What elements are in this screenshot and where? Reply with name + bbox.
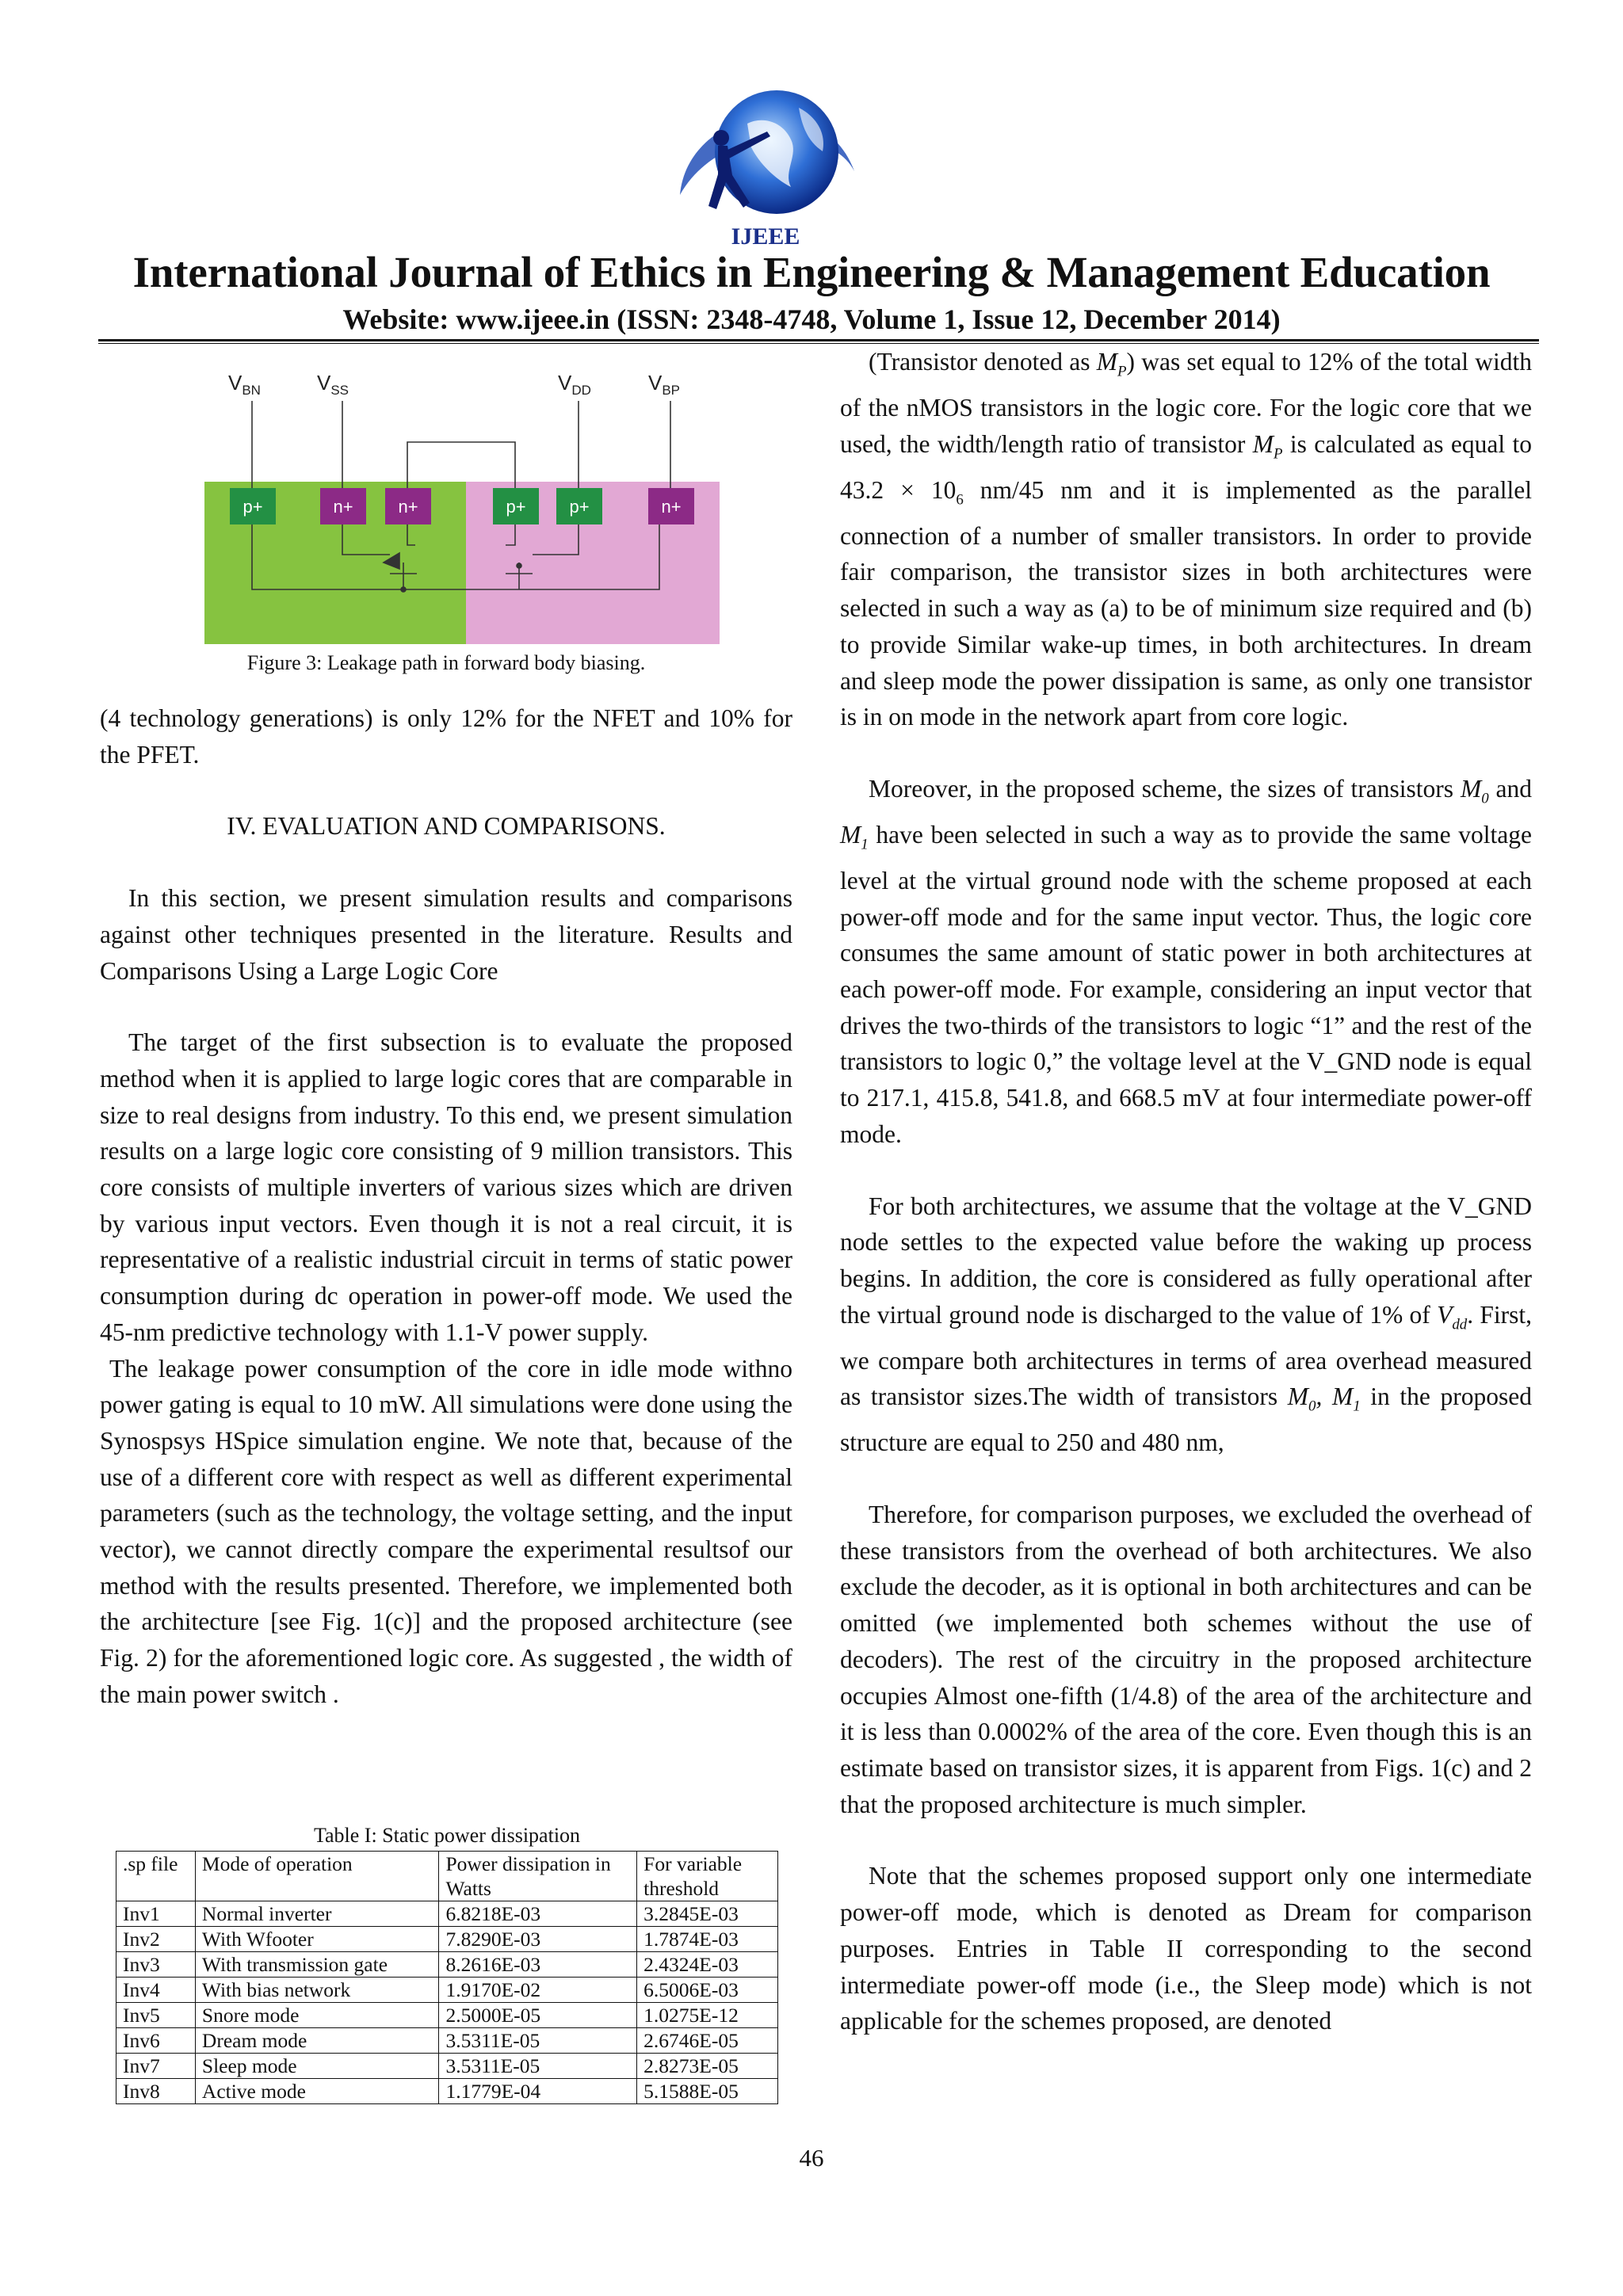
right-column (840, 344, 1532, 2039)
symbol-m0: M (1287, 1383, 1309, 1411)
table-cell: 2.5000E-05 (439, 2003, 637, 2028)
table-cell: 2.4324E-03 (637, 1952, 778, 1978)
figure-3-caption: Figure 3: Leakage path in forward body biasing. (246, 651, 646, 674)
text-run: nm/45 nm and it is implemented as the parallel connection of a number of smaller transistors. In order to provide fair comparison, the transistor sizes in both architectures were selected in such a way as (a) to be of minimum size required and (b) to provide Similar wake-up times, in both architectures. In dream and sleep mode the power dissipation is same, as only one transistor is in on mode in the network apart from core logic. (840, 475, 1532, 731)
text-run: , (1316, 1383, 1332, 1411)
vbp-label: $V_{BP}$ (648, 371, 681, 398)
left-paragraph-2: In this section, we present simulation results and comparisons against other techniques presented in the literature. Results and Comparisons Using a Large Logic Core (100, 884, 792, 985)
text-run: (Transistor denoted as (869, 348, 1097, 376)
vss-label: $V_{SS}$ (317, 371, 349, 398)
left-column (100, 700, 792, 1713)
symbol-sub: 0 (1308, 1398, 1316, 1415)
table-cell: 6.8218E-03 (439, 1901, 637, 1927)
table-cell: Inv5 (116, 2003, 196, 2028)
right-paragraph-1 (840, 344, 1532, 735)
text-run: Moreover, in the proposed scheme, the sizes of transistors (869, 774, 1461, 803)
table-cell: 3.5311E-05 (439, 2028, 637, 2054)
table-row (116, 1927, 778, 1952)
text-run: . First, we compare both architectures in terms of area overhead measured as transistor sizes.The width of transistors (840, 1300, 1533, 1411)
table-cell: 1.1779E-04 (439, 2079, 637, 2104)
text-run: and (1488, 774, 1532, 803)
symbol-sub: 1 (861, 836, 869, 853)
table-cell: 1.7874E-03 (637, 1927, 778, 1952)
table-1 (116, 1851, 778, 2104)
journal-website-line: Website: www.ijeee.in (ISSN: 2348-4748, Volume 1, Issue 12, December 2014) (342, 303, 1281, 335)
region-label: n+ (661, 497, 682, 517)
table-cell: 2.8273E-05 (637, 2054, 778, 2079)
table-cell: 3.5311E-05 (439, 2054, 637, 2079)
right-paragraph-2 (840, 771, 1532, 1153)
region-label: n+ (333, 497, 353, 517)
table-row (116, 2028, 778, 2054)
table-cell: 6.5006E-03 (637, 1978, 778, 2003)
table-row (116, 2054, 778, 2079)
table-cell: With transmission gate (195, 1952, 439, 1978)
right-paragraph-5: Note that the schemes proposed support only one intermediate power-off mode, which is denoted as Dream for comparison purposes. Entries in Table II corresponding to the second intermediate power-off mode (i.e., the Sleep mode) which is not applicable for the schemes proposed, are denoted (840, 1862, 1532, 2035)
header-rule-top (98, 339, 1539, 341)
vbn-label: $V_{BN}$ (228, 371, 261, 398)
table-cell: Dream mode (195, 2028, 439, 2054)
region-label: p+ (506, 497, 526, 517)
left-paragraph-3: The target of the first subsection is to evaluate the proposed method when it is applied to large logic cores that are comparable in size to real designs from industry. To this end, we present simulation results on a large logic core consisting of 9 million transistors. This core consists of multiple inverters of various sizes which are driven by various input vectors. Even though it is not a real circuit, it is representative of a realistic industrial circuit in terms of static power consumption during dc operation in power-off mode. We used the 45-nm predictive technology with 1.1-V power supply. (100, 1028, 792, 1346)
table-cell: 1.9170E-02 (439, 1978, 637, 2003)
table-header-cell: .sp file (116, 1852, 196, 1901)
section-heading: IV. EVALUATION AND COMPARISONS. (227, 812, 666, 841)
symbol-vdd: V (1437, 1300, 1453, 1329)
symbol-sub: P (1273, 445, 1283, 462)
table-cell: Inv3 (116, 1952, 196, 1978)
table-cell: Sleep mode (195, 2054, 439, 2079)
table-cell: 2.6746E-05 (637, 2028, 778, 2054)
table-row (116, 2079, 778, 2104)
region-label: p+ (242, 497, 263, 517)
symbol-sub: 1 (1353, 1398, 1361, 1415)
left-paragraph-1: (4 technology generations) is only 12% for the NFET and 10% for the PFET. (100, 704, 792, 769)
region-label: p+ (569, 497, 590, 517)
table-cell: Inv8 (116, 2079, 196, 2104)
table-row (116, 1978, 778, 2003)
table-cell: 7.8290E-03 (439, 1927, 637, 1952)
figure-3-diagram (200, 355, 723, 648)
table-header-row (116, 1852, 778, 1901)
symbol-mp: M (1252, 429, 1274, 458)
table-1-caption: Table I: Static power dissipation (313, 1824, 581, 1847)
table-cell: Snore mode (195, 2003, 439, 2028)
table-cell: 1.0275E-12 (637, 2003, 778, 2028)
table-cell: With Wfooter (195, 1927, 439, 1952)
table-header-cell: For variable threshold (637, 1852, 778, 1901)
table-row (116, 1952, 778, 1978)
table-cell: Active mode (195, 2079, 439, 2104)
table-row (116, 1901, 778, 1927)
symbol-m0: M (1460, 774, 1482, 803)
exponent: 6 (956, 491, 964, 508)
text-run: is calculated as equal to 43.2 × 10 (840, 429, 1532, 504)
table-cell: With bias network (195, 1978, 439, 2003)
table-cell: 3.2845E-03 (637, 1901, 778, 1927)
table-cell: Normal inverter (195, 1901, 439, 1927)
left-paragraph-4: The leakage power consumption of the core in idle mode withno power gating is equal to 10 mW. All simulations were done using the Synospsys HSpice simulation engine. We note that, because of the use of a different core with respect as well as different experimental parameters (such as the technology, the voltage setting, and the input vector), we cannot directly compare the experimental resultsof our method with the results presented. Therefore, we implemented both the architecture [see Fig. 1(c)] and the proposed architecture (see Fig. 2) for the aforementioned logic core. As suggested , the width of the main power switch . (100, 1354, 792, 1708)
table-header-cell: Mode of operation (195, 1852, 439, 1901)
logo-text: IJEEE (731, 223, 800, 249)
page-number: 46 (799, 2144, 824, 2172)
symbol-mp: M (1096, 348, 1117, 376)
table-cell: 5.1588E-05 (637, 2079, 778, 2104)
table-cell: Inv6 (116, 2028, 196, 2054)
table-cell: Inv2 (116, 1927, 196, 1952)
vdd-label: $V_{DD}$ (558, 371, 591, 398)
table-cell: 8.2616E-03 (439, 1952, 637, 1978)
symbol-m1: M (1331, 1383, 1354, 1411)
symbol-m1: M (840, 820, 861, 849)
text-run: in the proposed structure are equal to 250 and 480 nm, (840, 1383, 1532, 1457)
symbol-sub: P (1117, 363, 1127, 380)
table-cell: Inv7 (116, 2054, 196, 2079)
table-row (116, 2003, 778, 2028)
text-run: For both architectures, we assume that the voltage at the V_GND node settles to the expected value before the waking up process begins. In addition, the core is considered as fully operational after the virtual ground node is discharged to the value of 1% of (840, 1192, 1532, 1329)
right-paragraph-3 (840, 1188, 1532, 1462)
ijeee-logo (672, 76, 862, 249)
text-run: ) was set equal to 12% of the total width of the nMOS transistors in the logic core. For the logic core that we used, the width/length ratio of transistor (840, 348, 1532, 458)
region-label: n+ (398, 497, 418, 517)
journal-title: International Journal of Ethics in Engineering & Management Education (132, 248, 1491, 296)
table-cell: Inv1 (116, 1901, 196, 1927)
table-header-cell: Power dissipation in Watts (439, 1852, 637, 1901)
right-paragraph-4: Therefore, for comparison purposes, we excluded the overhead of these transistors from the overhead of both architectures. We also exclude the decoder, as it is optional in both architectures and can be omitted (we implemented both schemes without the use of decoders). The rest of the circuitry in the proposed architecture occupies Almost one-fifth (1/4.8) of the area of the architecture and it is less than 0.0002% of the area of the core. Even though this is an estimate based on transistor sizes, it is apparent from Figs. 1(c) and 2 that the proposed architecture is much simpler. (840, 1501, 1532, 1818)
symbol-sub: dd (1452, 1315, 1468, 1333)
table-cell: Inv4 (116, 1978, 196, 2003)
symbol-sub: 0 (1481, 790, 1489, 807)
text-run: have been selected in such a way as to provide the same voltage level at the virtual ground node with the scheme proposed at each power-off mode and for the same input vector. Thus, the logic core consumes the same amount of static power in both architectures at each power-off mode. For example, considering an input vector that drives the two-thirds of the transistors to logic “1” and the rest of the transistors to logic 0,” the voltage level at the V_GND node is equal to 217.1, 415.8, 541.8, and 668.5 mV at four intermediate power-off mode. (840, 820, 1532, 1148)
